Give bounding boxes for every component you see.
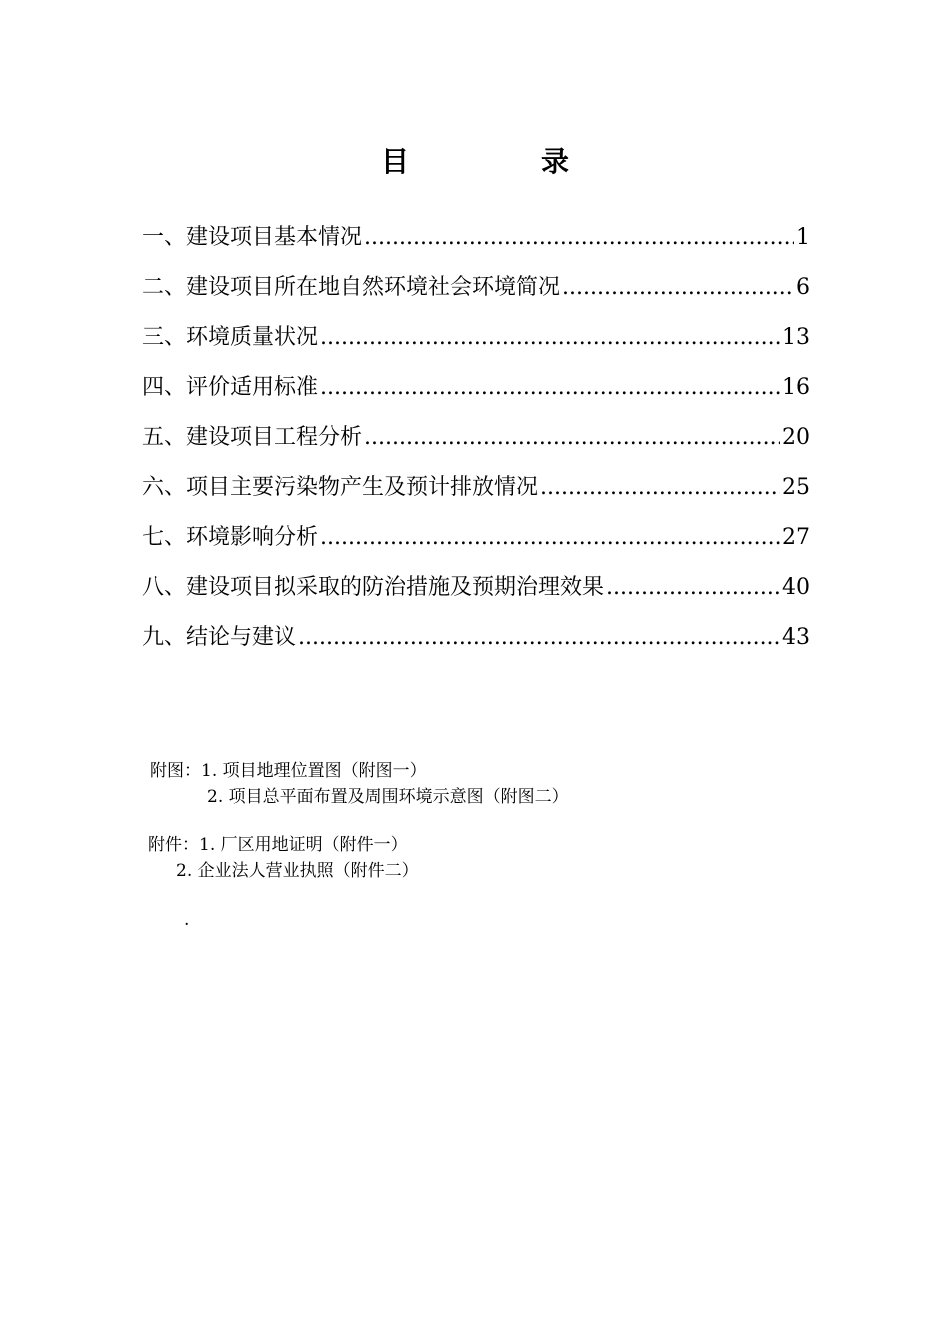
toc-dot-leader bbox=[364, 425, 780, 450]
figures-list bbox=[150, 758, 569, 810]
attachment-item: 附件：1. 厂区用地证明（附件一） bbox=[148, 835, 408, 855]
toc-entry-7[interactable] bbox=[142, 520, 810, 570]
toc-dot-leader bbox=[540, 475, 780, 500]
toc-entry-2[interactable] bbox=[142, 270, 810, 320]
toc-entry-4[interactable] bbox=[142, 370, 810, 420]
page-title: 目 录 bbox=[380, 145, 621, 178]
table-of-contents bbox=[142, 220, 810, 670]
attachments-list bbox=[148, 832, 419, 884]
toc-entry-page: 1 bbox=[796, 225, 810, 250]
toc-entry-label: 一、建设项目基本情况 bbox=[142, 225, 363, 250]
toc-entry-label: 三、环境质量状况 bbox=[142, 325, 319, 350]
toc-entry-label: 六、项目主要污染物产生及预计排放情况 bbox=[142, 475, 539, 500]
toc-dot-leader bbox=[320, 525, 780, 550]
toc-entry-label: 二、建设项目所在地自然环境社会环境简况 bbox=[142, 275, 561, 300]
stray-mark: . bbox=[184, 910, 190, 930]
toc-dot-leader bbox=[562, 275, 794, 300]
toc-entry-5[interactable] bbox=[142, 420, 810, 470]
toc-entry-label: 五、建设项目工程分析 bbox=[142, 425, 363, 450]
toc-entry-3[interactable] bbox=[142, 320, 810, 370]
toc-dot-leader bbox=[320, 325, 780, 350]
toc-entry-page: 20 bbox=[782, 425, 810, 450]
toc-entry-1[interactable] bbox=[142, 220, 810, 270]
toc-entry-page: 27 bbox=[782, 525, 810, 550]
toc-dot-leader bbox=[606, 575, 780, 600]
toc-entry-label: 八、建设项目拟采取的防治措施及预期治理效果 bbox=[142, 575, 605, 600]
toc-entry-page: 40 bbox=[782, 575, 810, 600]
toc-entry-6[interactable] bbox=[142, 470, 810, 520]
attachment-item: 2. 企业法人营业执照（附件二） bbox=[176, 861, 419, 881]
toc-entry-label: 七、环境影响分析 bbox=[142, 525, 319, 550]
toc-entry-page: 13 bbox=[782, 325, 810, 350]
toc-dot-leader bbox=[298, 625, 780, 650]
toc-entry-page: 25 bbox=[782, 475, 810, 500]
toc-dot-leader bbox=[364, 225, 794, 250]
toc-dot-leader bbox=[320, 375, 780, 400]
toc-entry-page: 43 bbox=[782, 625, 810, 650]
figure-item: 附图：1. 项目地理位置图（附图一） bbox=[150, 761, 427, 781]
toc-entry-label: 四、评价适用标准 bbox=[142, 375, 319, 400]
toc-entry-page: 16 bbox=[782, 375, 810, 400]
figure-item: 2. 项目总平面布置及周围环境示意图（附图二） bbox=[207, 787, 569, 807]
toc-entry-label: 九、结论与建议 bbox=[142, 625, 297, 650]
toc-entry-9[interactable] bbox=[142, 620, 810, 670]
toc-entry-page: 6 bbox=[796, 275, 810, 300]
toc-entry-8[interactable] bbox=[142, 570, 810, 620]
